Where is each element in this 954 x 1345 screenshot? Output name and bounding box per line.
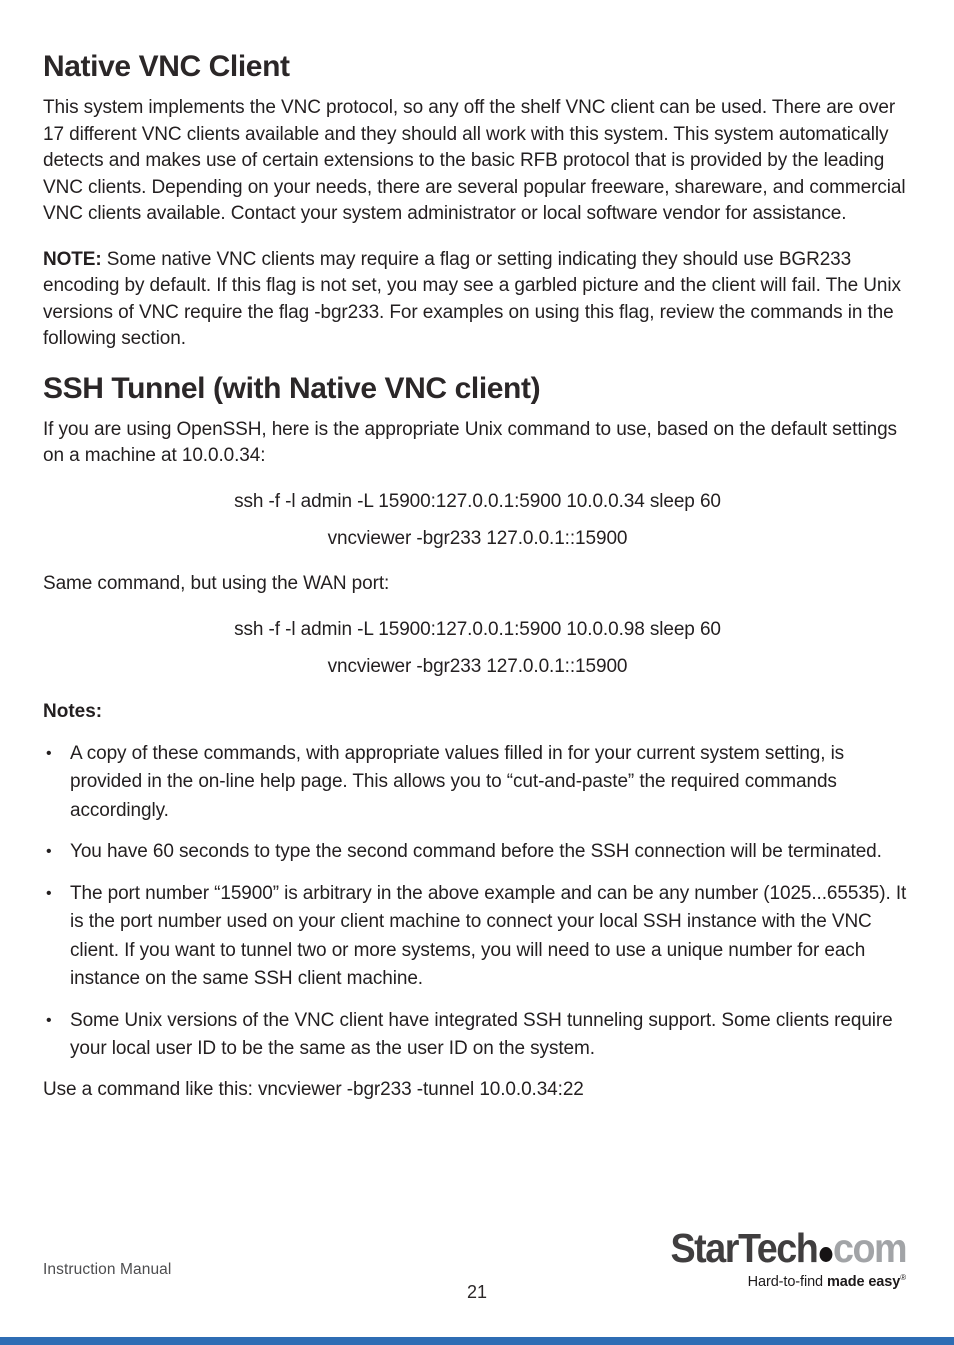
note-text: Some native VNC clients may require a flag or setting indicating they should use BGR233 encoding by default. If this flag is not set, you may see a garbled picture and the client will fail. The Unix versions of VNC require the flag -bgr233. For examples on using this flag, review the commands in the following section. <box>43 248 901 349</box>
section-title-ssh-tunnel: SSH Tunnel (with Native VNC client) <box>43 371 541 405</box>
bullet-icon: • <box>46 744 52 762</box>
logo-tagline <box>650 1273 906 1290</box>
startech-logo-wordmark <box>670 1225 906 1272</box>
logo-dot-icon <box>819 1247 832 1262</box>
list-item <box>43 838 912 867</box>
list-item <box>43 740 912 826</box>
note-item-text: The port number “15900” is arbitrary in the above example and can be any number (1025...65535). It is the port number used on your client machine to connect your local SSH instance with the VNC client. If you want to tunnel two or more systems, you will need to use a unique number for each instance on the same SSH client machine. <box>70 882 907 989</box>
footer-manual-label: Instruction Manual <box>43 1261 172 1278</box>
footer-accent-bar <box>0 1337 954 1345</box>
logo-text-dark: StarTech <box>670 1225 818 1271</box>
wan-label-paragraph: Same command, but using the WAN port: <box>43 573 390 594</box>
bullet-icon: • <box>46 843 52 860</box>
notes-heading: Notes: <box>43 701 103 722</box>
tagline-bold: made easy <box>826 1274 901 1290</box>
notes-list <box>43 740 912 1064</box>
command-line-lan-ssh: ssh -f -l admin -L 15900:127.0.0.1:5900 10.0.0.34 sleep 60 <box>234 490 721 512</box>
section-title-native-vnc: Native VNC Client <box>43 50 290 83</box>
startech-logo <box>650 1225 906 1290</box>
note-item-text: Some Unix versions of the VNC client have integrated SSH tunneling support. Some clients require your local user ID to be the same as the user ID on the system. <box>70 1009 893 1059</box>
page-content <box>43 50 912 1103</box>
native-vnc-paragraph: This system implements the VNC protocol, so any off the shelf VNC client can be used. There are over 17 different VNC clients available and they should all work with this system. This system automatically detects and makes use of certain extensions to the basic RFB protocol that is provided by the leading VNC clients. Depending on your needs, there are several popular freeware, shareware, and commercial VNC clients available. Contact your system administrator or local software vendor for assistance. <box>43 97 906 224</box>
page-number: 21 <box>466 1282 488 1302</box>
note-label: NOTE: <box>43 248 102 270</box>
tagline-regular: Hard-to-find <box>747 1274 827 1290</box>
command-line-wan-ssh: ssh -f -l admin -L 15900:127.0.0.1:5900 10.0.0.98 sleep 60 <box>234 618 721 640</box>
bullet-icon: • <box>46 884 52 902</box>
note-item-text: You have 60 seconds to type the second command before the SSH connection will be terminated. <box>70 841 882 862</box>
registered-mark: ® <box>900 1273 906 1282</box>
list-item <box>43 880 912 994</box>
closing-command-line: Use a command like this: vncviewer -bgr233 -tunnel 10.0.0.34:22 <box>43 1078 584 1100</box>
logo-text-gray: com <box>832 1225 906 1271</box>
list-item <box>43 1007 912 1064</box>
bullet-icon: • <box>46 1011 52 1029</box>
command-line-wan-vncviewer: vncviewer -bgr233 127.0.0.1::15900 <box>327 655 628 677</box>
ssh-intro-paragraph: If you are using OpenSSH, here is the appropriate Unix command to use, based on the default settings on a machine at 10.0.0.34: <box>43 418 897 466</box>
note-paragraph <box>43 247 912 353</box>
command-line-lan-vncviewer: vncviewer -bgr233 127.0.0.1::15900 <box>327 527 628 549</box>
note-item-text: A copy of these commands, with appropriate values filled in for your current system setting, is provided in the on-line help page. This allows you to “cut-and-paste” the required commands accordingly. <box>70 742 845 821</box>
